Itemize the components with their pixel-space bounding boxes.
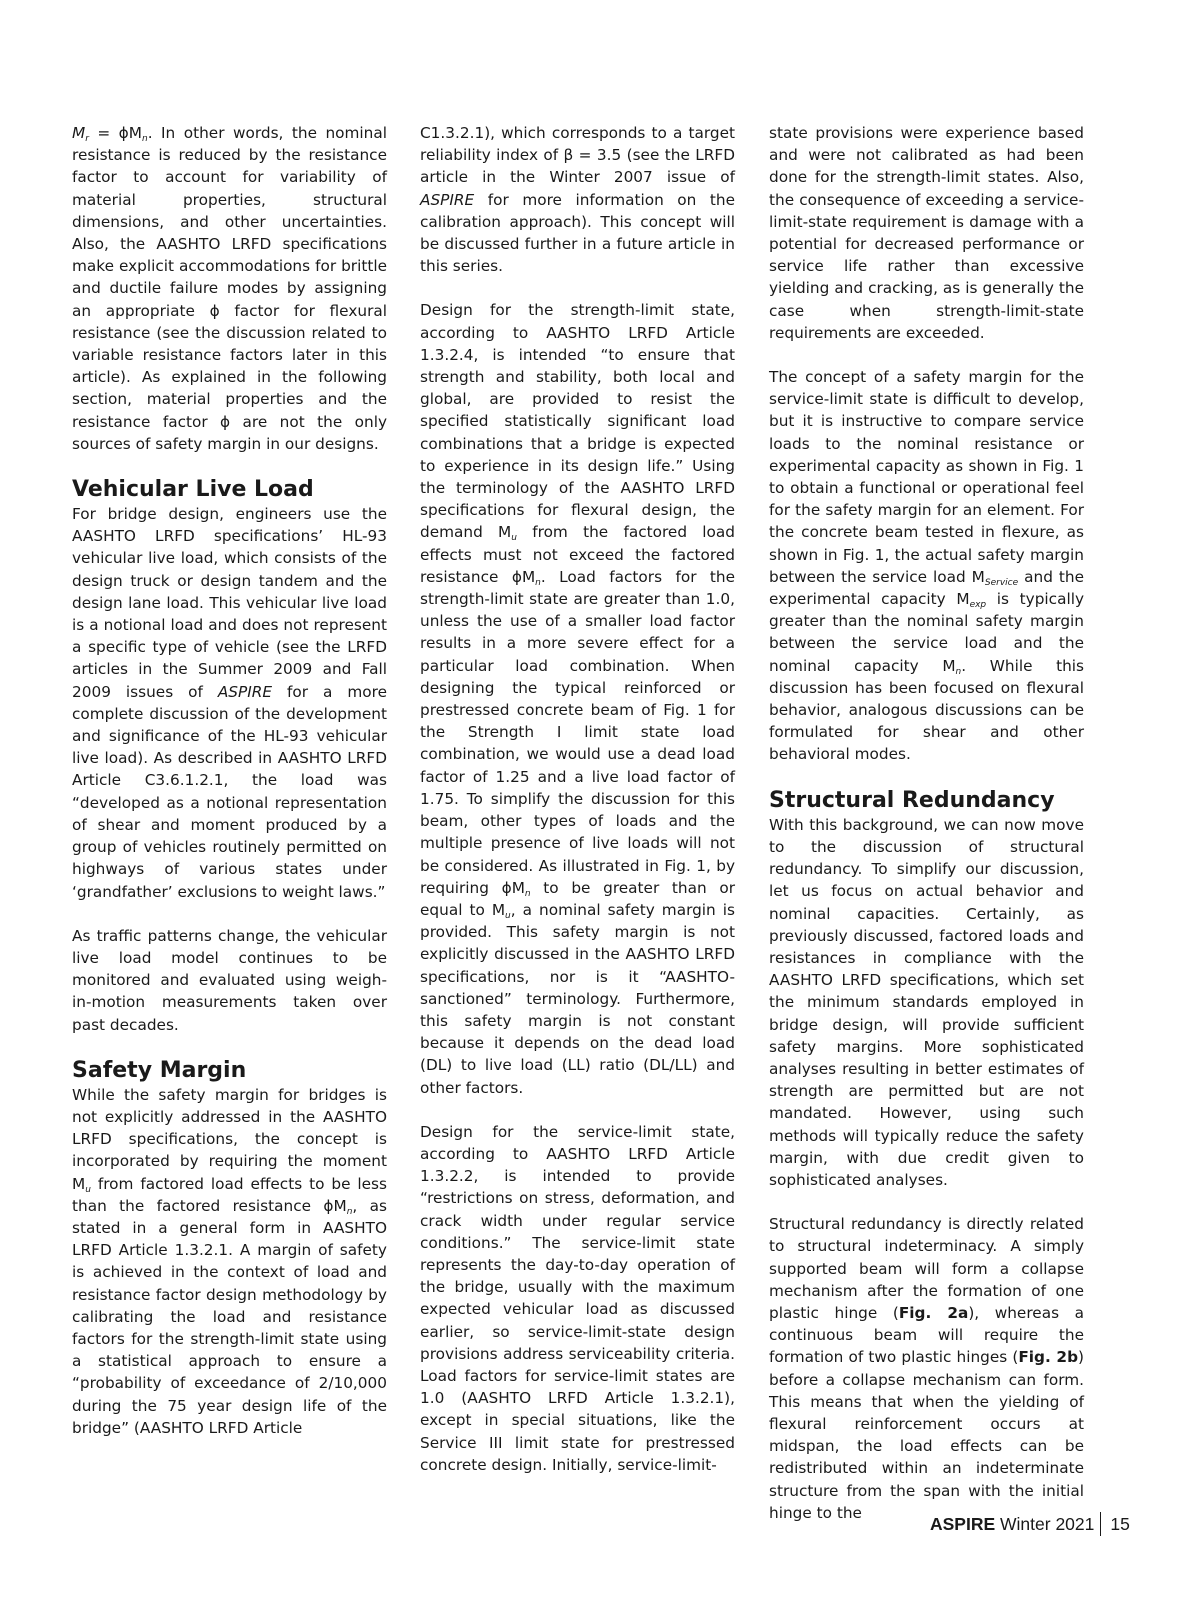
paragraph: The concept of a safety margin for the service-limit state is difficult to develop, but it is instructive to compare service loads to the nominal resistance or experimental capacity as shown in Fig. 1 to obtain a functional or operational feel for the safety margin for an element. For the concrete beam tested in flexure, as shown in Fig. 1, the actual safety margin between the service load $M_{Service}$ and the experimental capacity $M_{exp}$ is typically greater than the nominal safety margin between the service load and the nominal capacity $M_n$. While this discussion has been focused on flexural behavior, analogous discussions can be formulated for shear and other behavioral modes. <box>769 368 1085 764</box>
footer-divider <box>1100 1512 1101 1536</box>
paragraph: Design for the service-limit state, according to AASHTO LRFD Article 1.3.2.2, is intended to provide “restrictions on stress, deformation, and crack width under regular service conditions.” The service-limit state represents the day-to-day operation of the bridge, usually with the maximum expected vehicular load as discussed earlier, so service-limit-state design provisions address serviceability criteria. Load factors for service-limit states are 1.0 (AASHTO LRFD Article 1.3.2.1), except in special situations, like the Service III limit state for prestressed concrete design. Initially, service-limit- <box>420 1122 735 1474</box>
magazine-name: ASPIRE <box>930 1514 996 1534</box>
figure-reference: Fig. 2b <box>1018 1348 1079 1367</box>
paragraph: While the safety margin for bridges is not explicitly addressed in the AASHTO LRFD specifications, the concept is incorporated by requiring the moment $M_u$ from factored load effects to be less than the factored resistance $\phi M_n$, as stated in a general form in AASHTO LRFD Article 1.3.2.1. A margin of safety is achieved in the context of load and resistance factor design methodology by calibrating the load and resistance factors for the strength-limit state using a statistical approach to ensure a “probability of exceedance of 2/10,000 during the 75 year design life of the bridge” (AASHTO LRFD Article <box>72 1085 387 1437</box>
text-column-2 <box>420 122 735 1476</box>
text-column-1 <box>72 122 387 1439</box>
figure-reference: Fig. 2a <box>898 1303 969 1322</box>
paragraph: Design for the strength-limit state, according to AASHTO LRFD Article 1.3.2.4, is intended “to ensure that strength and stability, both local and global, are provided to resist the specified statistically significant load combinations that a bridge is expected to experience in its design life.” Using the terminology of the AASHTO LRFD specifications for flexural design, the demand $M_u$ from the factored load effects must not exceed the factored resistance $\phi M_n$. Load factors for the strength-limit state are greater than 1.0, unless the use of a smaller load factor results in a more severe effect for a particular load combination. When designing the typical reinforced or prestressed concrete beam of Fig. 1 for the Strength I limit state load combination, we would use a dead load factor of 1.25 and a live load factor of 1.75. To simplify the discussion for this beam, other types of loads and the multiple presence of live loads will not be considered. As illustrated in Fig. 1, by requiring $\phi M_n$ to be greater than or equal to $M_u$, a nominal safety margin is provided. This safety margin is not explicitly discussed in the AASHTO LRFD specifications, nor is it “AASHTO-sanctioned” terminology. Furthermore, this safety margin is not constant because it depends on the dead load (DL) to live load (LL) ratio (DL/LL) and other factors. <box>420 301 736 1097</box>
issue-label: Winter 2021 <box>995 1514 1095 1534</box>
paragraph: state provisions were experience based and were not calibrated as had been done for the strength-limit states. Also, the consequence of exceeding a service-limit-state requirement is damage with a potential for decreased performance or service life rather than excessive yielding and cracking, as is generally the case when strength-limit-state requirements are exceeded. <box>769 124 1084 342</box>
paragraph: As traffic patterns change, the vehicular live load model continues to be monitored and evaluated using weigh-in-motion measurements taken over past decades. <box>72 926 387 1034</box>
paragraph: Structural redundancy is directly related to structural indeterminacy. A simply supported beam will form a collapse mechanism after the formation of one plastic hinge (Fig. 2a), whereas a continuous beam will require the formation of two plastic hinges (Fig. 2b) before a collapse mechanism can form. This means that when the yielding of flexural reinforcement occurs at midspan, the load effects can be redistributed within an indeterminate structure from the span with the initial hinge to the <box>769 1215 1084 1522</box>
section-heading-structural-redundancy: Structural Redundancy <box>769 787 1055 813</box>
paragraph: With this background, we can now move to the discussion of structural redundancy. To simplify our discussion, let us focus on actual behavior and nominal capacities. Certainly, as previously discussed, factored loads and resistances in compliance with the AASHTO LRFD specifications, which set the minimum standards employed in bridge design, will provide sufficient safety margins. More sophisticated analyses resulting in better estimates of strength are permitted but are not mandated. However, using such methods will typically reduce the safety margin, with due credit given to sophisticated analyses. <box>769 815 1084 1189</box>
page-footer <box>930 1512 1130 1536</box>
paragraph: For bridge design, engineers use the AASHTO LRFD specifications’ HL-93 vehicular live load, which consists of the design truck or design tandem and the design lane load. This vehicular live load is a notional load and does not represent a specific type of vehicle (see the LRFD articles in the Summer 2009 and Fall 2009 issues of ASPIRE for a more complete discussion of the development and significance of the HL-93 vehicular live load). As described in AASHTO LRFD Article C3.6.1.2.1, the load was “developed as a notional representation of shear and moment produced by a group of vehicles routinely permitted on highways of various states under ‘grandfather’ exclusions to weight laws.” <box>72 505 387 901</box>
paragraph: C1.3.2.1), which corresponds to a target reliability index of β = 3.5 (see the LRFD article in the Winter 2007 issue of ASPIRE for more information on the calibration approach). This concept will be discussed further in a future article in this series. <box>420 124 735 276</box>
text-column-3 <box>769 122 1084 1524</box>
section-heading-vehicular-live-load: Vehicular Live Load <box>72 477 314 503</box>
paragraph: $M_r = \phi M_n$. In other words, the nominal resistance is reduced by the resistance factor to account for variability of material properties, structural dimensions, and other uncertainties. Also, the AASHTO LRFD specifications make explicit accommodations for brittle and ductile failure modes by assigning an appropriate ϕ factor for flexural resistance (see the discussion related to variable resistance factors later in this article). As explained in the following section, material properties and the resistance factor ϕ are not the only sources of safety margin in our designs. <box>72 124 387 453</box>
page-number: 15 <box>1110 1514 1130 1534</box>
section-heading-safety-margin: Safety Margin <box>72 1057 247 1083</box>
